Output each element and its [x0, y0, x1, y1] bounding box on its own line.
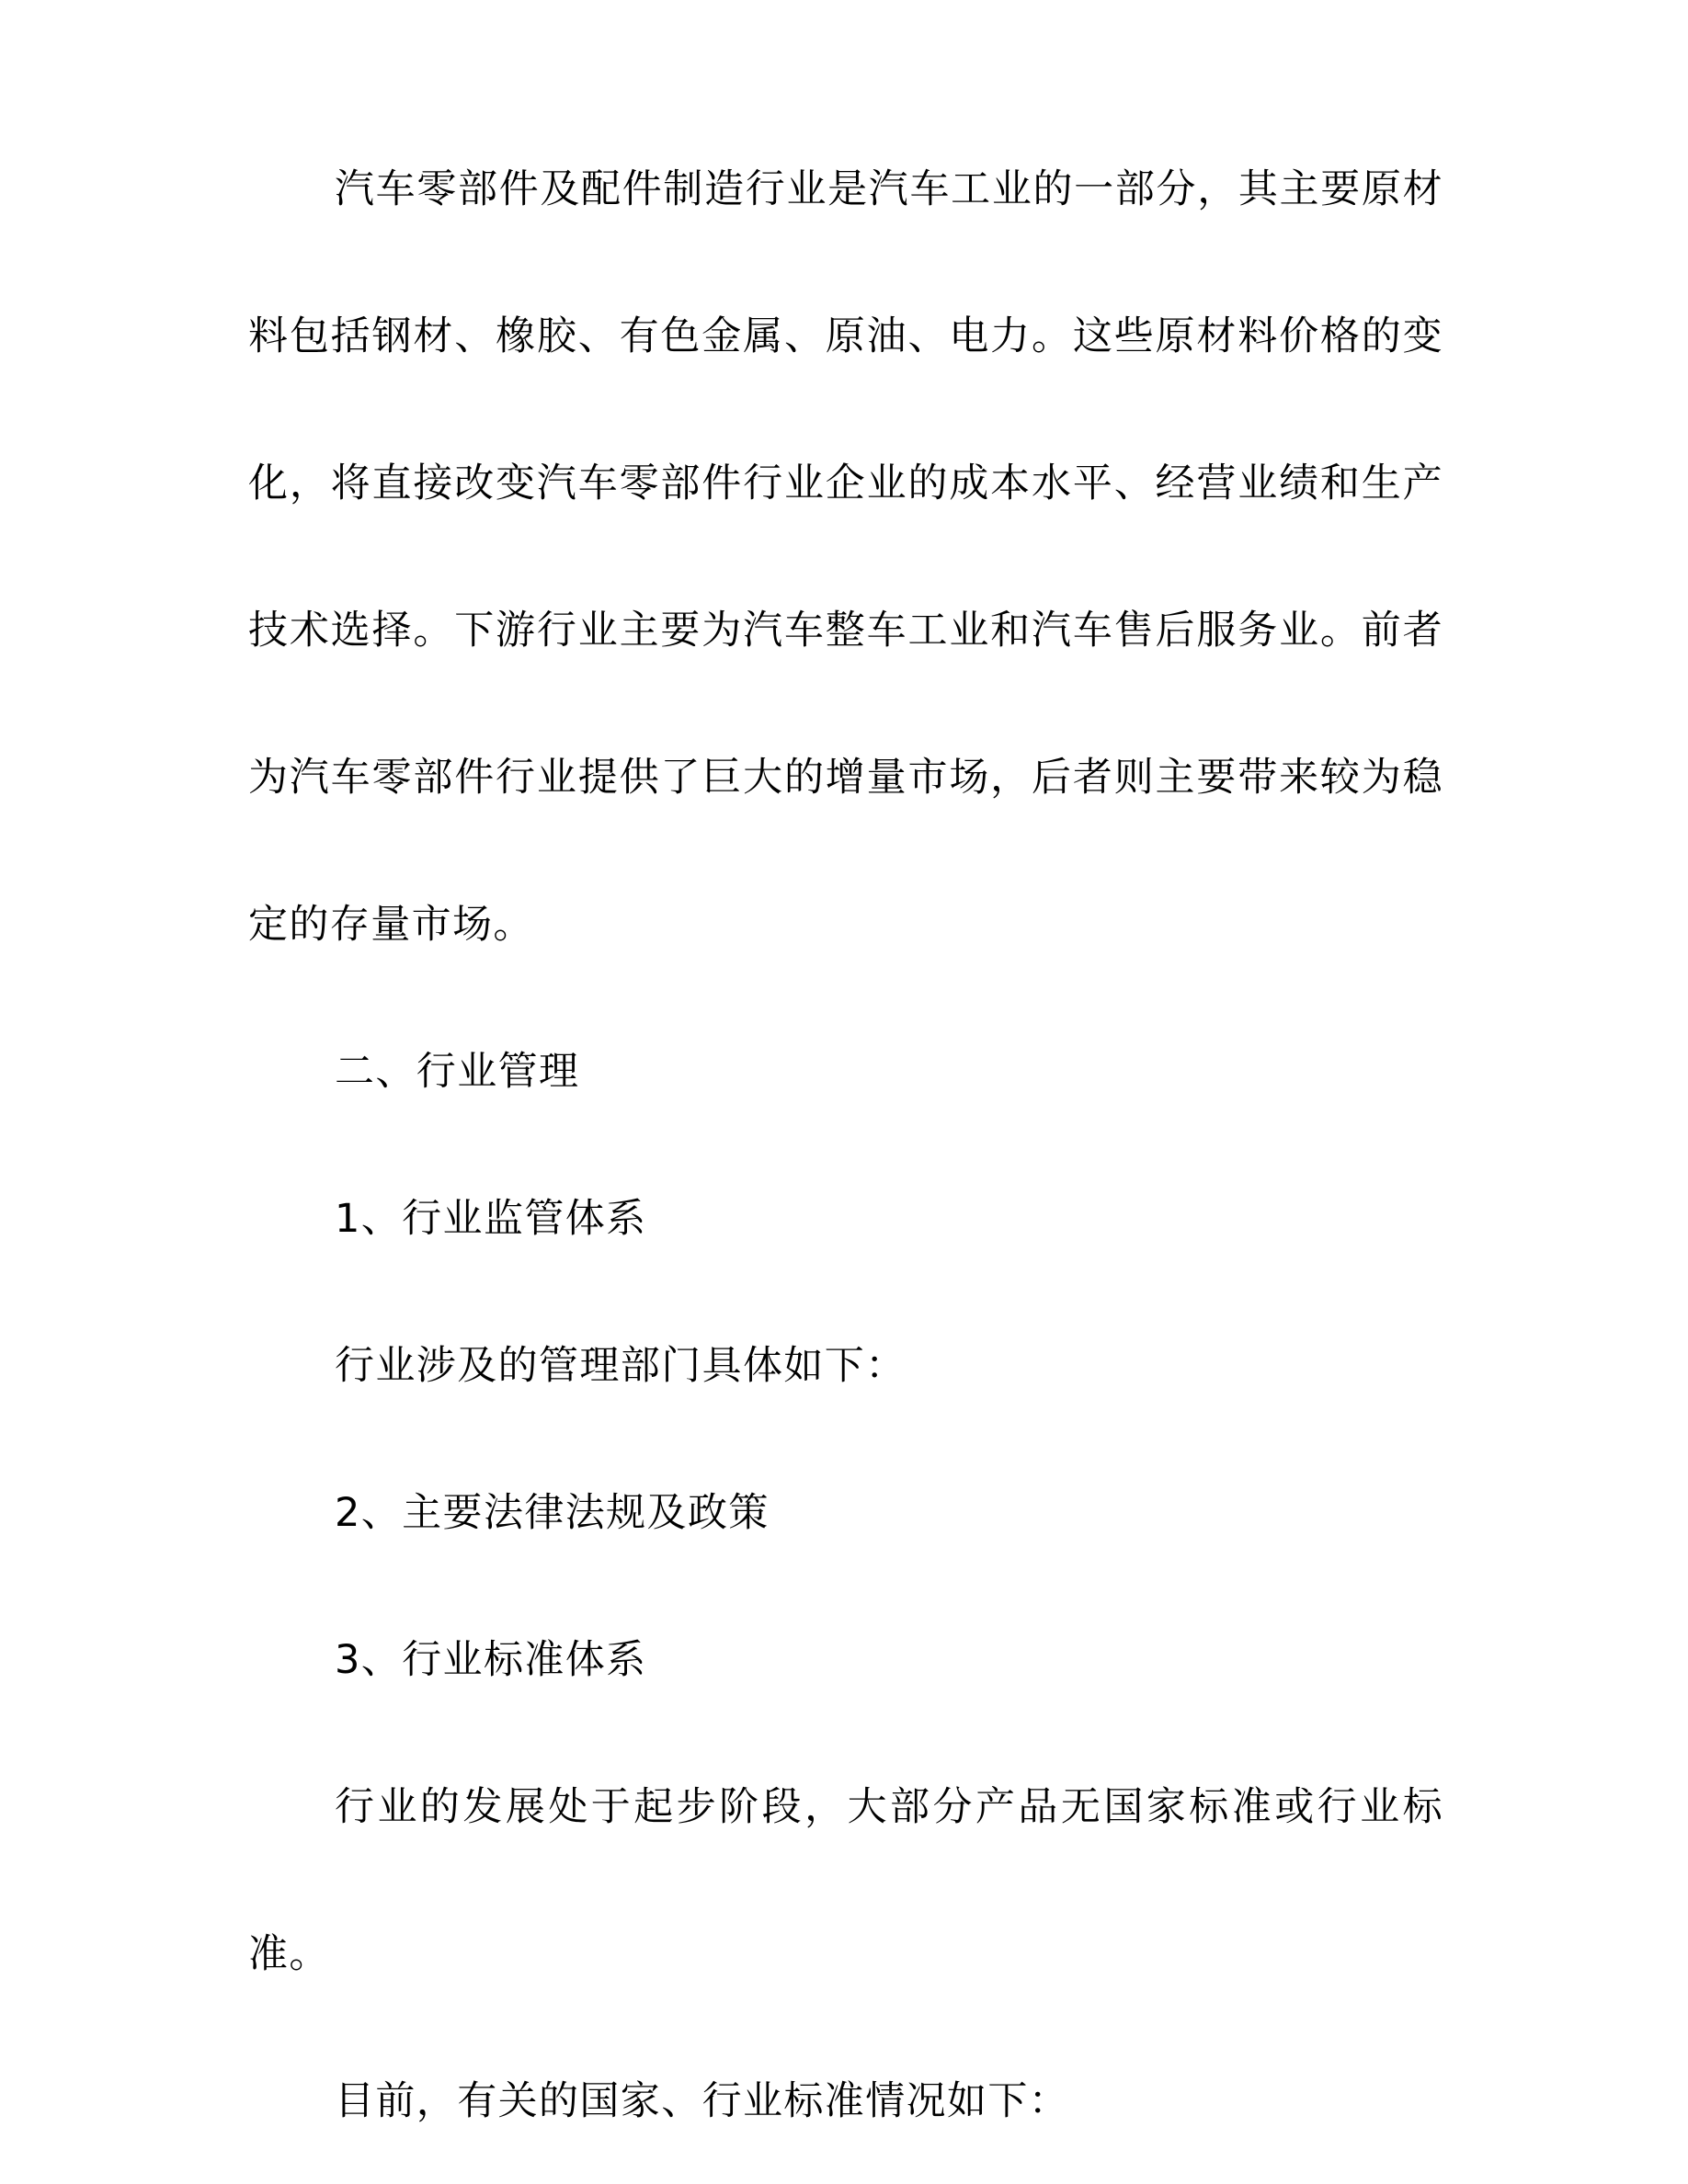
subheading-supervision-system: 1、行业监管体系	[335, 1196, 647, 1242]
standard-status-paragraph: 行业的发展处于起步阶段，大部分产品无国家标准或行业标准。	[248, 1784, 1443, 1977]
management-departments-paragraph: 行业涉及的管理部门具体如下：	[335, 1343, 907, 1389]
intro-paragraph: 汽车零部件及配件制造行业是汽车工业的一部分，其主要原材料包括钢材、橡胶、有色金属、原油、电力。这些原材料价格的变化，将直接改变汽车零部件行业企业的成本水平、经营业绩和生产技术选择。下游行业主要为汽车整车工业和汽车售后服务业。前者为汽车零部件行业提供了巨大的增量市场，后者则主要带来较为稳定的存量市场。	[248, 166, 1443, 948]
section-heading-industry-management: 二、行业管理	[335, 1049, 580, 1095]
current-standards-paragraph: 目前，有关的国家、行业标准情况如下：	[335, 2078, 1070, 2124]
subheading-laws-policies: 2、主要法律法规及政策	[335, 1490, 770, 1536]
subheading-standard-system: 3、行业标准体系	[335, 1637, 647, 1683]
document-body	[248, 116, 1443, 2175]
